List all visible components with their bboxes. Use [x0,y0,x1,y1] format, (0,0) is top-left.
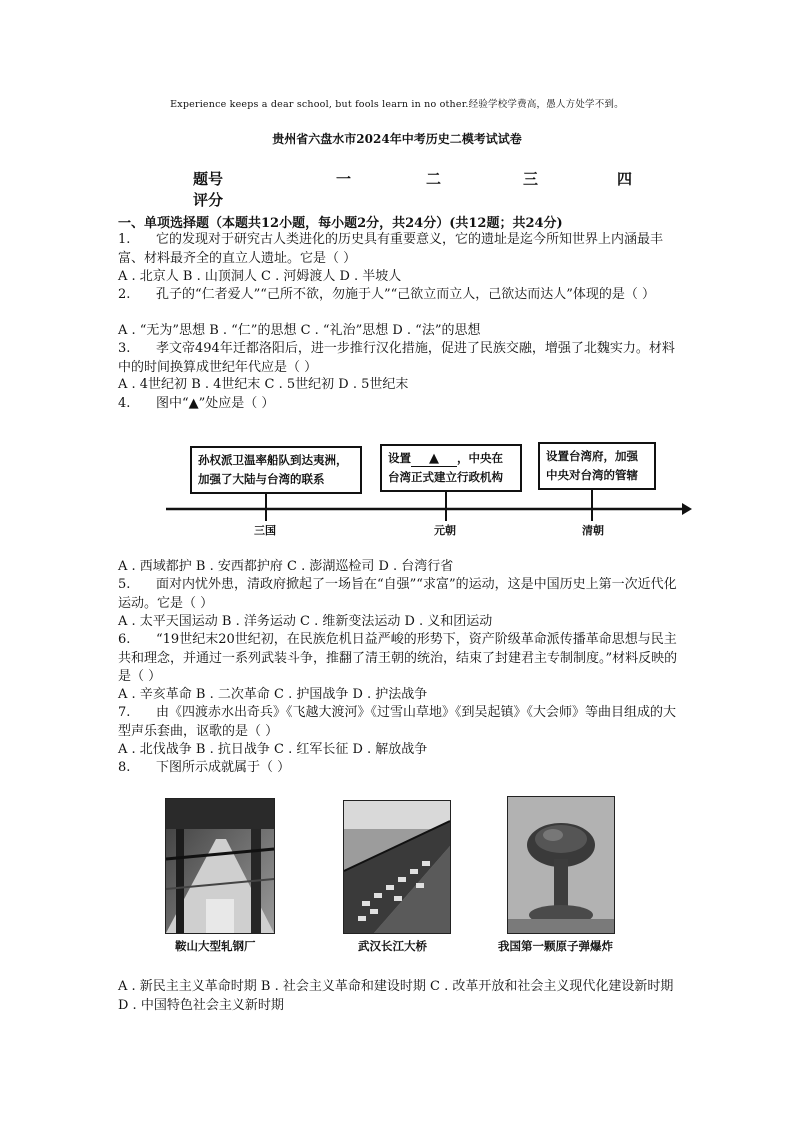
photo-caption-bomb: 我国第一颗原子弹爆炸 [498,939,613,953]
question-number: 4. [118,396,131,411]
timeline-label-three-kingdoms: 三国 [254,524,276,537]
timeline-axis [160,436,695,546]
question-7-options: A . 北伐战争 B . 抗日战争 C . 红军长征 D . 解放战争 [118,742,428,757]
steel-mill-image [166,799,274,933]
question-number: 2. [118,287,131,302]
score-col-2: 二 [426,170,442,188]
question-2-options: A . “无为”思想 B . “仁”的思想 C . “礼治”思想 D . “法”的思想 [118,323,481,338]
question-1-options: A . 北京人 B . 山顶洞人 C . 河姆渡人 D . 半坡人 [118,269,402,284]
score-col-4: 四 [617,170,633,188]
score-col-1: 一 [336,170,352,188]
triangle-blank-icon: ▲ [411,451,457,467]
question-5 [118,576,678,613]
question-3-options: A . 4世纪初 B . 4世纪末 C . 5世纪初 D . 5世纪末 [118,377,409,392]
timeline-event-line: 中央对台湾的管辖 [546,468,638,482]
question-4-options: A . 西域都护 B . 安西都护府 C . 澎湖巡检司 D . 台湾行省 [118,559,454,574]
question-stem: 图中“▲”处应是（ ） [156,396,275,411]
page-motto: Experience keeps a dear school, but fools learn in no other.经验学校学费高，愚人方处学不到。 [170,99,624,110]
question-number: 3. [118,341,131,356]
question-number: 6. [118,632,131,647]
question-stem: 由《四渡赤水出奇兵》《飞越大渡河》《过雪山草地》《到吴起镇》《大会师》等曲目组成的大型声乐套曲，讴歌的是（ ） [118,705,677,739]
score-label-num: 题号 [193,170,224,188]
question-6 [118,631,678,687]
wuhan-bridge-photo [343,800,451,934]
timeline-event-line: 加强了大陆与台湾的联系 [198,472,325,486]
question-7 [118,704,678,741]
timeline-blank-prefix: 设置 [388,451,411,465]
timeline-label-yuan: 元朝 [434,524,456,537]
photo-caption-bridge: 武汉长江大桥 [358,939,427,953]
question-stem: 下图所示成就属于（ ） [156,760,291,775]
question-stem: 它的发现对于研究古人类进化的历史具有重要意义，它的遗址是迄今所知世界上内涵最丰富、材料最齐全的直立人遗址。它是（ ） [118,232,664,266]
timeline-blank-suffix: ，中央在 [457,451,503,465]
question-stem: “19世纪末20世纪初，在民族危机日益严峻的形势下，资产阶级革命派传播革命思想与民主共和理念，并通过一系列武装斗争，推翻了清王朝的统治，结束了封建君主专制制度。”材料反映的是（ ） [118,632,678,684]
question-number: 8. [118,760,131,775]
timeline-event-line: 设置台湾府，加强 [546,449,638,463]
question-6-options: A . 辛亥革命 B . 二次革命 C . 护国战争 D . 护法战争 [118,687,428,702]
photo-caption-steel: 鞍山大型轧钢厂 [175,939,256,953]
question-3 [118,340,678,377]
bridge-image [344,801,450,933]
question-1 [118,231,678,268]
timeline-figure [160,436,695,546]
exam-title: 贵州省六盘水市2024年中考历史二模考试试卷 [272,132,522,146]
mushroom-cloud-image [508,797,614,933]
question-number: 1. [118,232,131,247]
question-8 [118,759,678,778]
timeline-event-line: 台湾正式建立行政机构 [388,470,503,484]
timeline-label-qing: 清朝 [582,524,604,537]
question-8-options: A . 新民主主义革命时期 B . 社会主义革命和建设时期 C . 改革开放和社会主义现代化建设新时期 D . 中国特色社会主义新时期 [118,979,674,1013]
question-4 [118,395,678,414]
anshan-steel-mill-photo [165,798,275,934]
question-2 [118,286,678,305]
score-label-score: 评分 [193,191,224,209]
question-stem: 孝文帝494年迁都洛阳后，进一步推行汉化措施，促进了民族交融，增强了北魏实力。材料中的时间换算成世纪年代应是（ ） [118,341,675,375]
question-stem: 孔子的“仁者爱人”“己所不欲，勿施于人”“己欲立而立人，己欲达而达人”体现的是（ ） [156,287,656,302]
question-stem: 面对内忧外患，清政府掀起了一场旨在“自强”“求富”的运动，这是中国历史上第一次近代化运动。它是（ ） [118,577,677,611]
question-number: 5. [118,577,131,592]
question-number: 7. [118,705,131,720]
score-col-3: 三 [523,170,539,188]
question-5-options: A . 太平天国运动 B . 洋务运动 C . 维新变法运动 D . 义和团运动 [118,614,493,629]
atomic-bomb-photo [507,796,615,934]
section-heading: 一、单项选择题（本题共12小题，每小题2分，共24分）(共12题；共24分) [118,216,563,231]
timeline-event-line: 孙权派卫温率船队到达夷洲， [198,453,348,467]
